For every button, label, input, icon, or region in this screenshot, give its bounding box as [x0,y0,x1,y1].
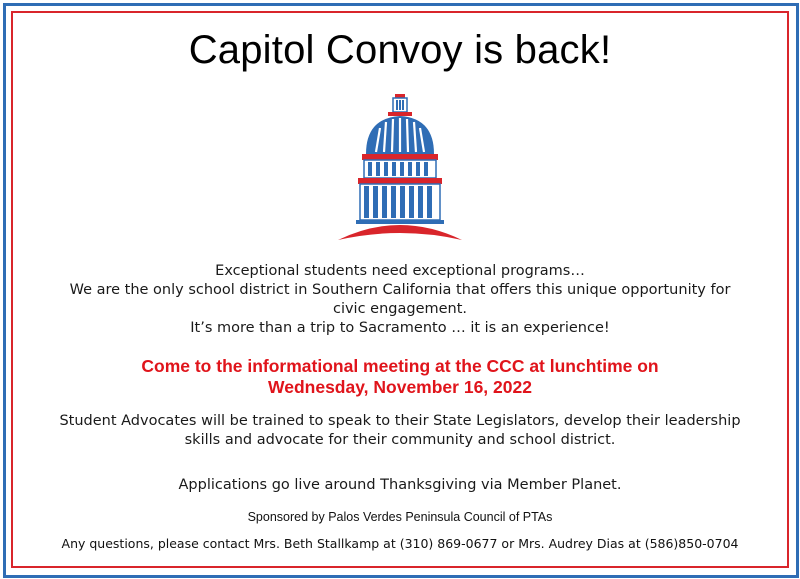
advocates-paragraph [0,412,800,450]
intro-line: It’s more than a trip to Sacramento … it is an experience! [190,320,610,336]
applications-text: Applications go live around Thanksgiving via Member Planet. [178,477,622,493]
meeting-announcement [0,356,800,398]
intro-paragraph [0,262,800,338]
advocates-line: skills and advocate for their community and school district. [184,432,616,448]
meeting-date: Wednesday, November 16, 2022 [268,377,532,397]
intro-line: civic engagement. [332,301,468,317]
capitol-dome-icon [336,92,464,242]
intro-line: Exceptional students need exceptional programs… [215,263,585,279]
advocates-line: Student Advocates will be trained to speak to their State Legislators, develop their leadership [59,413,741,429]
intro-line: We are the only school district in Southern California that offers this unique opportunity for [69,282,731,298]
contact-text: Any questions, please contact Mrs. Beth Stallkamp at (310) 869-0677 or Mrs. Audrey Dias at (586)850-0704 [61,536,739,551]
sponsor-text: Sponsored by Palos Verdes Peninsula Council of PTAs [247,510,553,524]
page-title: Capitol Convoy is back! [188,28,612,72]
meeting-line: Come to the informational meeting at the CCC at lunchtime on [141,356,659,376]
